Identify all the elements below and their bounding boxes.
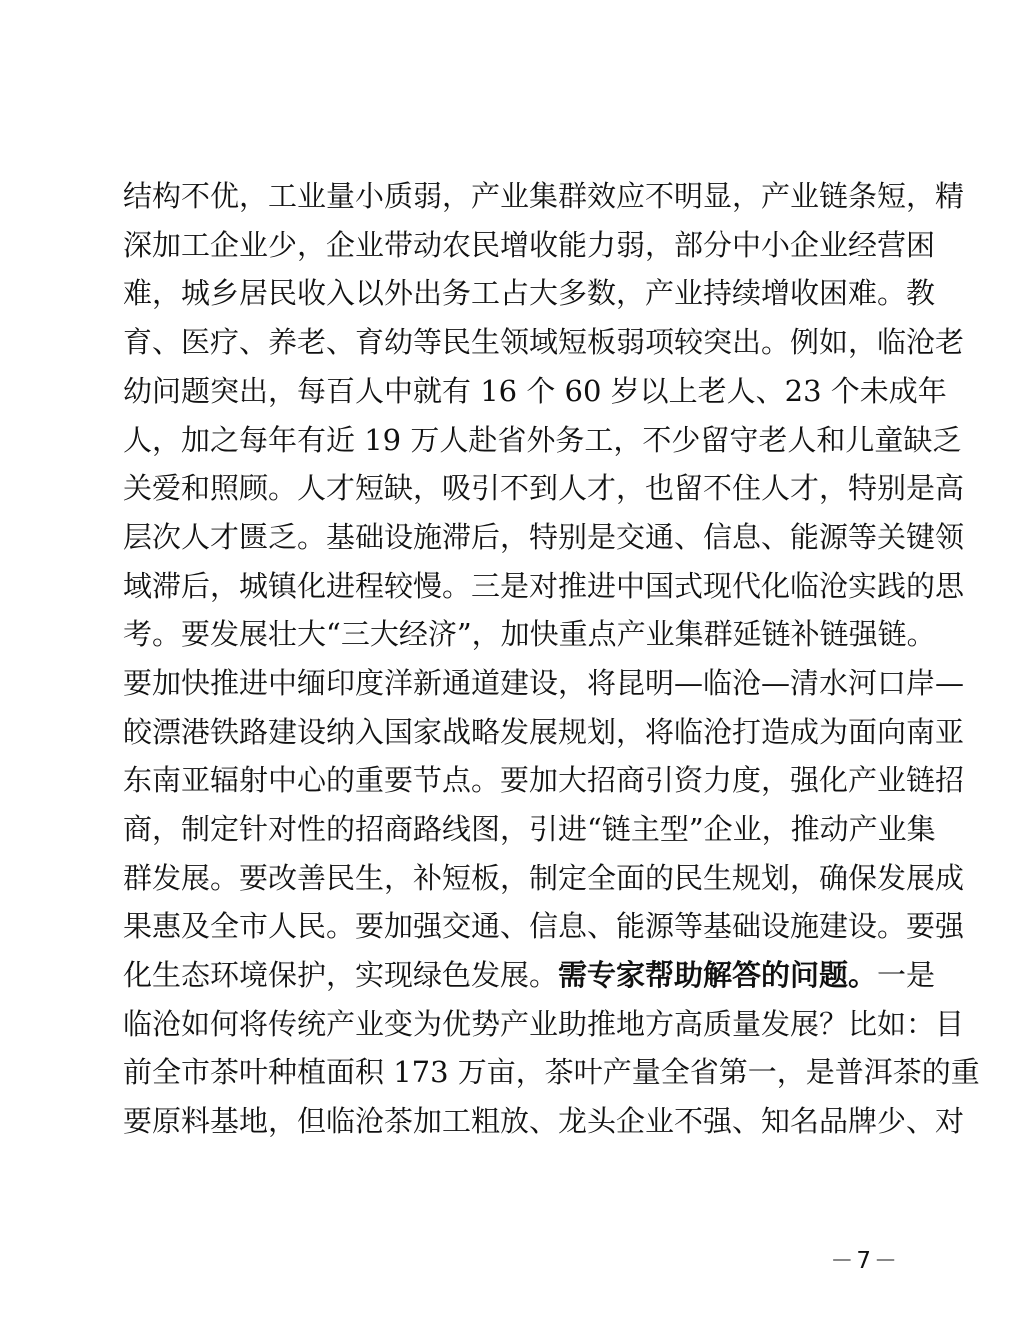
body-text-line: 域滞后，城镇化进程较慢。三是对推进中国式现代化临沧实践的思 xyxy=(123,569,965,603)
body-text-line: 考。要发展壮大“三大经济”，加快重点产业集群延链补链强链。 xyxy=(123,617,936,651)
body-text-line: 关爱和照顾。人才短缺，吸引不到人才，也留不住人才，特别是高 xyxy=(123,471,965,505)
body-text-line-with-bold xyxy=(123,955,936,995)
body-text-line: 结构不优，工业量小质弱，产业集群效应不明显，产业链条短，精 xyxy=(123,179,965,213)
bold-section-heading: 需专家帮助解答的问题。 xyxy=(558,958,878,992)
body-text-line: 前全市茶叶种植面积 173 万亩，茶叶产量全省第一，是普洱茶的重 xyxy=(123,1055,980,1089)
body-text-line: 皎漂港铁路建设纳入国家战略发展规划，将临沧打造成为面向南亚 xyxy=(123,715,965,749)
body-text-line: 要加快推进中缅印度洋新通道建设，将昆明—临沧—清水河口岸— xyxy=(123,666,965,700)
body-text-line: 群发展。要改善民生，补短板，制定全面的民生规划，确保发展成 xyxy=(123,861,965,895)
body-text-line: 临沧如何将传统产业变为优势产业助推地方高质量发展？比如：目 xyxy=(123,1007,965,1041)
body-text-line: 深加工企业少，企业带动农民增收能力弱，部分中小企业经营困 xyxy=(123,228,936,262)
body-text-line: 育、医疗、养老、育幼等民生领域短板弱项较突出。例如，临沧老 xyxy=(123,325,965,359)
body-text-line: 果惠及全市人民。要加强交通、信息、能源等基础设施建设。要强 xyxy=(123,909,965,943)
body-text-line: 难，城乡居民收入以外出务工占大多数，产业持续增收困难。教 xyxy=(123,276,936,310)
body-text-line: 幼问题突出，每百人中就有 16 个 60 岁以上老人、23 个未成年 xyxy=(123,374,947,408)
body-text-line: 东南亚辐射中心的重要节点。要加大招商引资力度，强化产业链招 xyxy=(123,763,965,797)
body-text-line: 人，加之每年有近 19 万人赴省外务工，不少留守老人和儿童缺乏 xyxy=(123,423,962,457)
body-text-line: 商，制定针对性的招商路线图，引进“链主型”企业，推动产业集 xyxy=(123,812,936,846)
body-text-line: 要原料基地，但临沧茶加工粗放、龙头企业不强、知名品牌少、对 xyxy=(123,1104,965,1138)
body-text-segment: 一是 xyxy=(877,958,936,992)
body-text-segment: 化生态环境保护，实现绿色发展。 xyxy=(123,958,559,992)
body-text-line: 层次人才匮乏。基础设施滞后，特别是交通、信息、能源等关键领 xyxy=(123,520,965,554)
page-number: －7－ xyxy=(830,1248,900,1274)
